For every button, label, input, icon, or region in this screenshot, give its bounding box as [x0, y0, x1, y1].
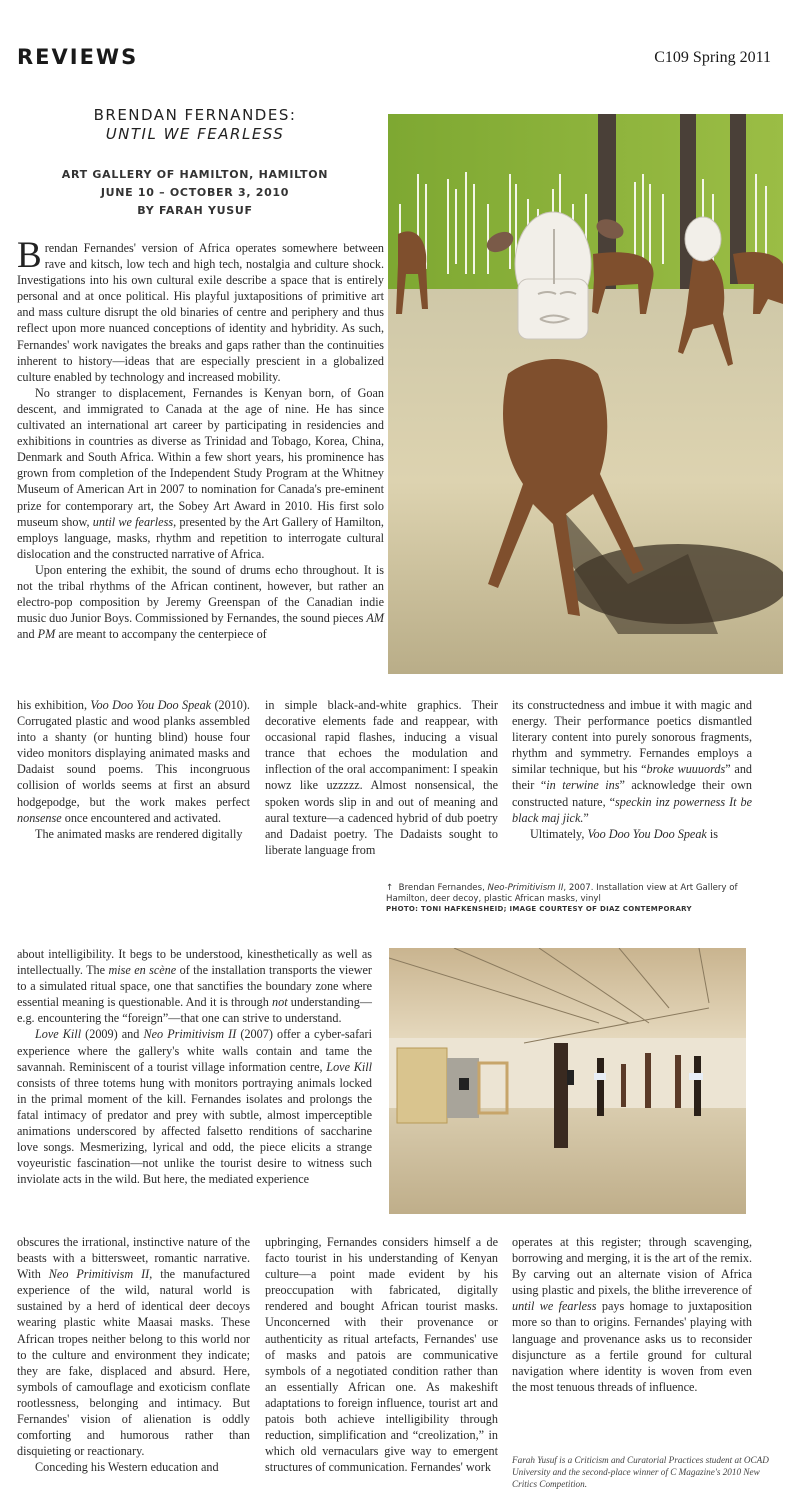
text: not — [272, 995, 288, 1010]
gallery-photo-illustration — [389, 948, 746, 1214]
photo-credit: PHOTO: TONI HAFKENSHEID; IMAGE COURTESY OF DIAZ CONTEMPORARY — [386, 905, 692, 913]
issue-label: C109 Spring 2011 — [654, 49, 771, 66]
text: , the manufactured experience of the wild, natural world is sustained by a herd of identical deer decoys wearing plastic white Maasai masks. These African tropes neither belong to this world nor to the culture and environment they indicate; they are fake, displaced and absurd. Here, symbols of camouflage and exoticism conflate rootlessness, belonging and intimacy. But Fernandes' vision of alienation is oddly comforting and humorous rather than disquieting or reactionary. — [17, 1267, 251, 1459]
article-title: BRENDAN FERNANDES: — [93, 106, 297, 124]
text: ” and their “ — [512, 762, 753, 793]
text: Voo Doo You Doo Speak — [90, 698, 212, 712]
column-middle — [17, 946, 372, 1187]
column-a2 — [265, 697, 498, 858]
text: PM — [37, 627, 56, 642]
text: nonsense — [17, 810, 62, 825]
text: Neo Primitivism II — [48, 1267, 150, 1282]
article-header — [40, 106, 350, 220]
column-a3 — [512, 697, 752, 842]
text: No stranger to displacement, Fernandes is Kenyan born, of Goan descent, and immigrated to Canada at the age of nine. He has since cultivated an international art career by participating in residencies and exhibitions in countries as diverse as Trinidad and Tobago, Korea, China, Denmark and South Africa. Within a few short years, his prominence has grown from completion of the Independent Study Program at the Whitney Museum of American Art in 2007 to nomination for Canada's pre-eminent prize for contemporary art, the Sobey Art Award in 2010. His first solo museum show, — [17, 385, 384, 529]
text: , 2007. Installation view at Art Gallery of Hamilton, deer decoy, plastic African masks, vinyl — [386, 883, 738, 904]
paragraph — [17, 697, 250, 826]
text: about intelligibility. It begs to be understood, kinesthetically as well as intellectually. The — [17, 947, 372, 978]
deer-photo-illustration — [388, 114, 783, 674]
text: are meant to accompany the centerpiece of — [55, 627, 267, 642]
photo-caption — [386, 883, 766, 915]
venue: ART GALLERY OF HAMILTON, HAMILTON — [61, 168, 329, 181]
text: Brendan Fernandes, — [398, 883, 488, 893]
section-label: REVIEWS — [17, 45, 139, 69]
paragraph — [512, 697, 752, 826]
intro-column — [17, 235, 384, 642]
text: (2010). Corrugated plastic and wood planks assembled into a shanty (or hunting blind) house four video monitors displaying animated masks and Dadaist sound poems. This incongruous collision of worlds seems at first an absurd hodgepodge, but the work makes perfect — [17, 698, 250, 809]
installation-photo-gallery — [389, 948, 746, 1214]
text: broke wuuuords — [646, 762, 726, 777]
text: Neo-Primitivism II — [487, 883, 564, 893]
installation-photo-deer — [388, 114, 783, 674]
byline: BY FARAH YUSUF — [137, 204, 253, 217]
text: Love Kill — [326, 1059, 372, 1074]
text: ” — [583, 810, 589, 825]
paragraph: upbringing, Fernandes considers himself a de facto tourist in his understanding of Kenyan culture—a point made evident by his preoccupation with fabricated, digitally rendered and bought African tourist masks. Unconcerned with their provenance or authenticity as ritual artefacts, Fernandes' use of masks and patois are communicative symbols of a negotiated condition rather than an essentially African one. As makeshift adaptations to foreign influence, tourist art and patois both achieve intelligibility through reduction, simplification and “creolization,” in which old vernaculars give way to emergent structures of communication. Fernandes' work — [265, 1235, 498, 1475]
column-a1 — [17, 697, 250, 842]
paragraph: in simple black-and-white graphics. Their decorative elements fade and reappear, with occasional rapid flashes, inducing a visual trance that echoes the modulation and inflection of the oral accompaniment: I speakin nowz like uzzzzz. Almost nonsensical, the spoken words slip in and out of meaning and aural texture—a cadenced hybrid of dub poetry and Dadaist poetry. The Dadaists sought to liberate language from — [265, 698, 498, 857]
text: Upon entering the exhibit, the sound of drums echo throughout. It is not the tribal rhythms of the African continent, however, but rather an electro-pop composition by Jeremy Greenspan of the Canadian indie music duo Junior Boys. Commissioned by Fernandes, the sound pieces — [17, 562, 384, 626]
paragraph — [17, 1234, 250, 1459]
text: its constructedness and imbue it with magic and energy. Their performance poetics dismantled literary content into purely sonorous fragments, rhythm and symmetry. Fernandes employs a similar technique, but his “ — [512, 698, 752, 777]
paragraph — [17, 235, 384, 385]
text: his exhibition, — [17, 698, 91, 712]
paragraph — [17, 1026, 372, 1187]
paragraph — [17, 946, 372, 1026]
text: of the installation transports the viewer to a simulated ritual space, one that sanctifies the boundary zone where essential meaning is questionable. And it is through — [17, 963, 372, 1010]
text: Love Kill — [35, 1027, 82, 1042]
text: until we fearless — [92, 514, 174, 529]
column-b3 — [512, 1234, 752, 1395]
text: (2007) offer a cyber-safari experience where the gallery's white walls contain and tame the savannah. Reminiscent of a tourist village information centre, — [17, 1027, 372, 1074]
text: speckin inz powerness It be black maj jick. — [512, 794, 752, 825]
paragraph — [17, 562, 384, 642]
text: ” acknowledge their own constructed nature, “ — [512, 778, 753, 809]
paragraph — [17, 385, 384, 562]
paragraph — [512, 1234, 752, 1395]
text: Voo Doo You Doo Speak — [587, 826, 707, 841]
caption-marker: ↑ — [386, 883, 394, 893]
text: understanding—e.g. encountering the “foreign”—that one can strive to understand. — [17, 995, 372, 1026]
text: in terwine ins — [546, 778, 620, 793]
text: and — [17, 627, 38, 642]
text: until we fearless — [512, 1299, 597, 1314]
paragraph — [512, 826, 752, 842]
column-b2 — [265, 1234, 498, 1475]
text: mise en scène — [108, 963, 177, 978]
column-b1 — [17, 1234, 250, 1475]
text: AM — [366, 611, 384, 626]
text: is — [706, 826, 719, 841]
author-bio: Farah Yusuf is a Criticism and Curatorial Practices student at OCAD University and the second-place winner of C Magazine's 2010 New Critics Competition. — [512, 1455, 769, 1489]
text: obscures the irrational, instinctive nature of the beasts with a bittersweet, romantic narrative. With — [17, 1235, 250, 1282]
article-subtitle: UNTIL WE FEARLESS — [105, 125, 285, 143]
drop-cap: B — [17, 235, 42, 276]
paragraph: Conceding his Western education and — [35, 1460, 219, 1475]
text: operates at this register; through scavenging, borrowing and merging, it is the art of the remix. By carving out an alternate vision of Africa using plastic and pixels, the blithe irreverence of — [512, 1235, 752, 1298]
text: Ultimately, — [530, 826, 588, 841]
text: pays homage to juxtaposition more so than to origins. Fernandes' playing with language and provenance asks us to reconsider disjuncture as a fertile ground for cultural navigation where identity is woven from even the most tenuous threads of influence. — [512, 1299, 752, 1394]
dates: JUNE 10 – OCTOBER 3, 2010 — [100, 186, 290, 199]
text: once encountered and activated. — [61, 810, 222, 825]
text: consists of three totems hung with monitors portraying animals locked in the primal moment of the kill. Fernandes isolates and prolongs the fatal intimacy of predator and prey with subtle, almost imperceptible animations underscored by affected falsetto renditions of saccharine love songs. Mesmerizing, lyrical and odd, the piece elicits a strange voyeuristic fascination—not unlike the tourist desire to witness such inviolate acts in the wild. But here, the mediated experience — [17, 1075, 372, 1187]
text: rendan Fernandes' version of Africa operates somewhere between rave and kitsch, low tech and high tech, nostalgia and culture shock. Investigations into his own cultural exile describe a space that is entirely personal and at once political. His playful juxtapositions of primitive art and mass culture disrupt the old binaries of centre and periphery and thus reflect upon more nuanced conceptions of identity and hybridity. As such, Fernandes' work navigates the breaks and gaps rather than the continuities inherent to history—ideas that are especially prescient in a globalized culture enabled by technology and increased mobility. — [17, 241, 384, 384]
text: , presented by the Art Gallery of Hamilton, employs language, masks, rhythm and repetition to interrogate cultural dislocation and the constructed narrative of Africa. — [17, 514, 384, 561]
caption-text — [386, 883, 766, 904]
paragraph: The animated masks are rendered digitally — [35, 826, 243, 841]
text: Neo Primitivism II — [143, 1027, 237, 1042]
text: (2009) and — [81, 1027, 144, 1042]
